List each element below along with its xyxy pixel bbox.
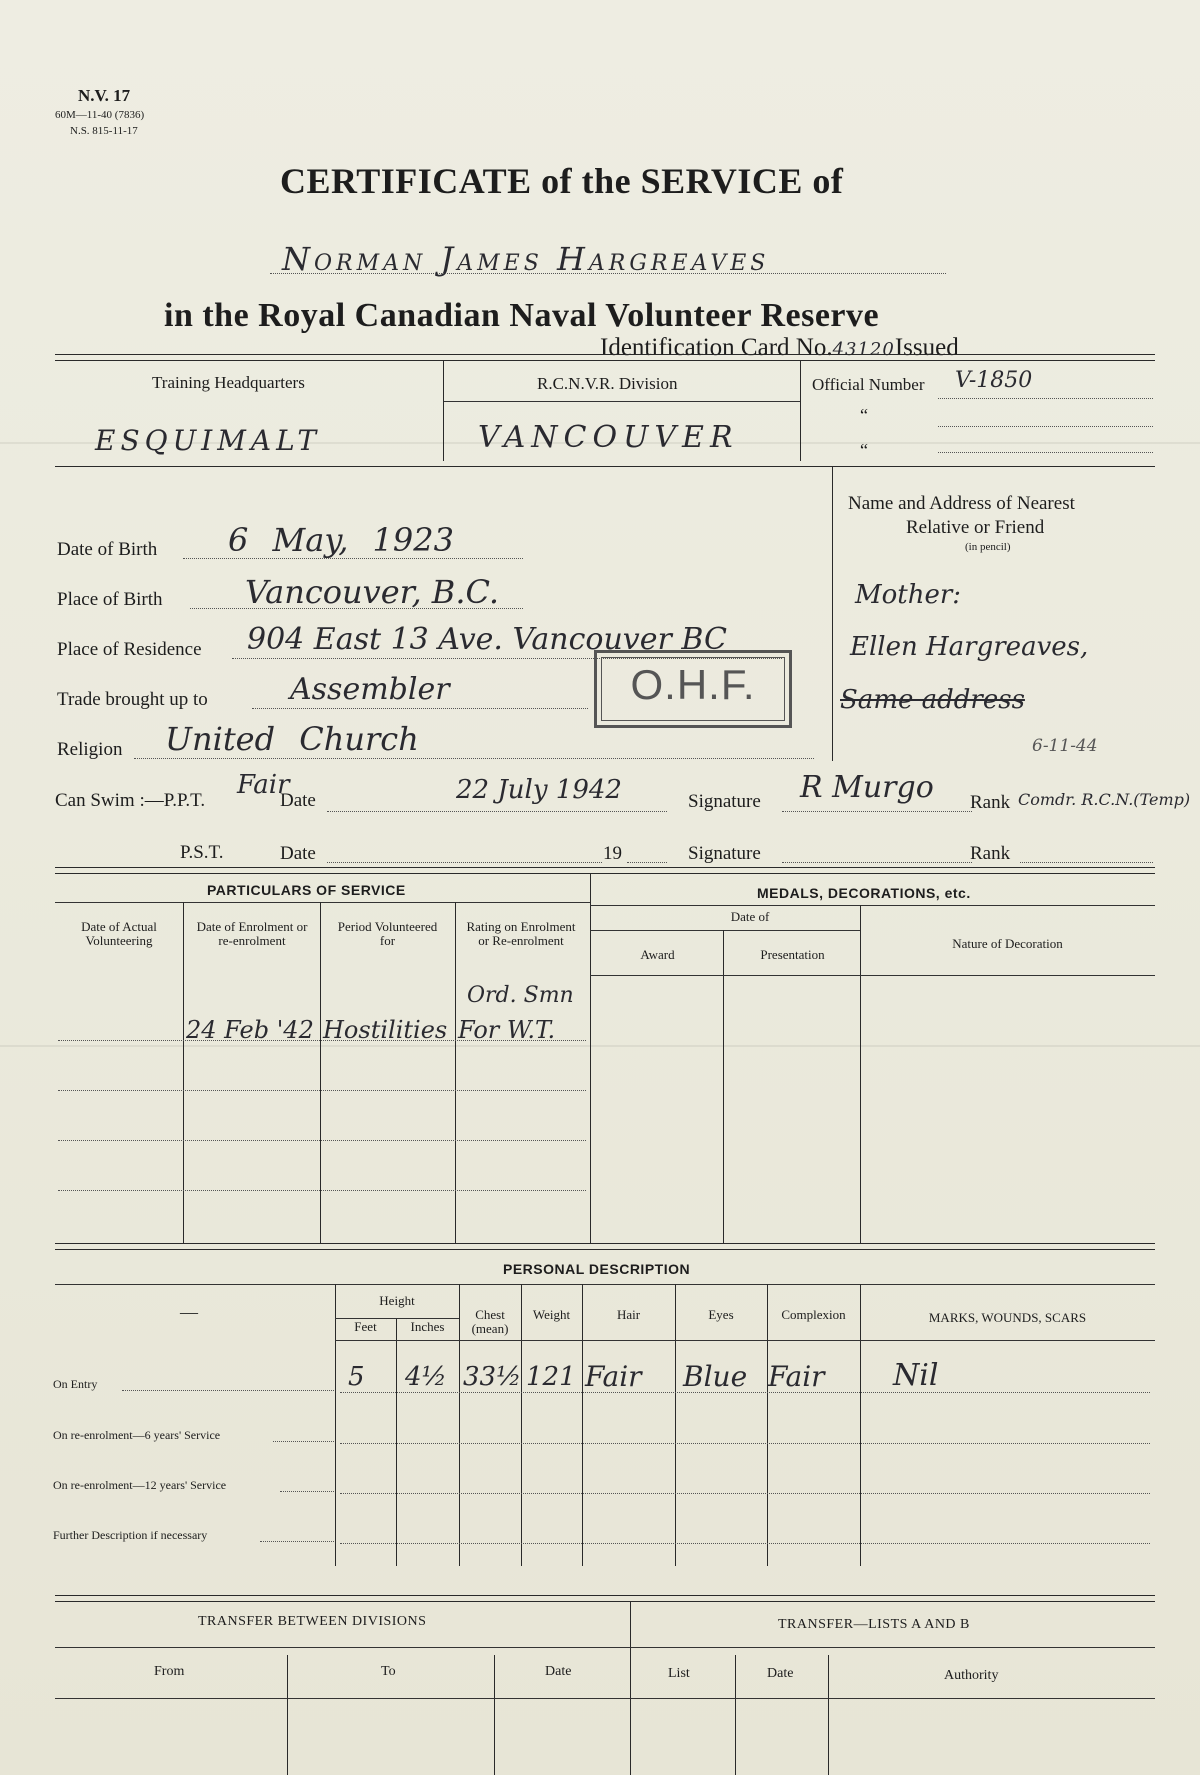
trade-line (252, 708, 588, 709)
entry-inches: 4½ (405, 1362, 447, 1392)
id-card-label: Identification Card No. (600, 334, 833, 361)
entry-weight: 121 (526, 1362, 576, 1392)
residence-label: Place of Residence (57, 639, 202, 660)
column-divider (320, 902, 321, 1243)
official-number-line (938, 398, 1153, 399)
transfer-from-heading: From (154, 1664, 185, 1679)
ppt-rank-label: Rank (970, 792, 1011, 813)
column-divider (396, 1318, 397, 1566)
column-divider (723, 930, 724, 1243)
transfer-date2-heading: Date (767, 1666, 794, 1681)
certificate-title: CERTIFICATE of the SERVICE of (280, 161, 844, 201)
column-divider (582, 1284, 583, 1566)
description-row-line (273, 1441, 334, 1442)
pst-rank-label: Rank (970, 843, 1011, 864)
column-divider (521, 1284, 522, 1566)
print-info: 60M—11-40 (7836) (55, 109, 145, 121)
transfer-to-heading: To (381, 1664, 396, 1679)
transfer-lists-heading: TRANSFER—LISTS A AND B (778, 1617, 970, 1632)
pob-value: Vancouver, B.C. (245, 573, 499, 611)
relative-heading-1: Name and Address of Nearest (848, 493, 1075, 514)
transfer-date-heading: Date (545, 1664, 572, 1679)
rating-line-2: For W.T. (458, 1016, 556, 1044)
medals-award: Award (640, 947, 675, 962)
pst-signature-line (782, 862, 972, 863)
service-row-line (58, 1190, 586, 1191)
id-card-line (600, 334, 959, 362)
entry-eyes: Blue (683, 1360, 748, 1393)
column-divider (494, 1655, 495, 1775)
residence-value: 904 East 13 Ave. Vancouver BC (247, 622, 727, 657)
service-row-line (58, 1140, 586, 1141)
rule (55, 1284, 1155, 1285)
ppt-rank-value: Comdr. R.C.N.(Temp) (1018, 790, 1191, 809)
description-row-line (340, 1493, 1150, 1494)
official-number-line (938, 426, 1153, 427)
column-divider (183, 902, 184, 1243)
service-subtitle: in the Royal Canadian Naval Volunteer Reserve (164, 297, 880, 334)
pst-date-line (327, 862, 602, 863)
rule (590, 975, 1155, 976)
entry-chest: 33½ (463, 1362, 522, 1392)
feet-heading: Feet (354, 1319, 377, 1334)
rule (55, 1595, 1155, 1596)
rating-line-1: Ord. Smn (467, 983, 574, 1008)
inches-heading: Inches (410, 1319, 445, 1334)
description-heading: PERSONAL DESCRIPTION (503, 1261, 691, 1277)
id-card-issued: Issued (894, 334, 959, 361)
description-dash: — (180, 1302, 198, 1322)
official-number-label: Official Number (812, 375, 925, 394)
person-name: Norman James Hargreaves (282, 240, 770, 278)
relative-heading-2: Relative or Friend (906, 517, 1045, 538)
relative-line-3: Same address (840, 685, 1025, 715)
religion-line (134, 758, 814, 759)
description-row-line (122, 1390, 334, 1391)
relative-date: 6-11-44 (1032, 736, 1098, 756)
entry-hair: Fair (585, 1360, 642, 1393)
division-label: R.C.N.V.R. Division (537, 374, 678, 393)
entry-marks: Nil (893, 1358, 939, 1393)
column-divider (800, 360, 801, 461)
enrolment-date-value: 24 Feb '42 (186, 1016, 314, 1044)
weight-heading: Weight (532, 1307, 571, 1322)
col-period: Period Volunteered for (337, 919, 438, 948)
religion-label: Religion (57, 739, 123, 760)
height-heading: Height (379, 1293, 415, 1308)
transfer-divisions-heading: TRANSFER BETWEEN DIVISIONS (198, 1614, 427, 1629)
ppt-signature-line (782, 811, 972, 812)
pst-year-prefix: 19 (603, 843, 622, 864)
rule (55, 1601, 1155, 1602)
ditto-mark: “ (860, 405, 868, 425)
row-reenrol-6: On re-enrolment—6 years' Service (53, 1428, 221, 1442)
official-number-line (938, 452, 1153, 453)
column-divider (828, 1655, 829, 1775)
ppt-signature: R Murgo (800, 770, 934, 805)
row-further: Further Description if necessary (53, 1528, 208, 1542)
marks-heading: MARKS, WOUNDS, SCARS (928, 1310, 1087, 1325)
stamp-text: O.H.F. (630, 661, 756, 708)
rule (55, 1698, 1155, 1699)
training-hq-label: Training Headquarters (152, 373, 305, 392)
col-actual-volunteering: Date of Actual Volunteering (81, 919, 157, 948)
training-hq-value: ESQUIMALT (95, 424, 322, 457)
description-row-line (340, 1443, 1150, 1444)
pst-signature-label: Signature (688, 843, 761, 864)
division-value: VANCOUVER (478, 420, 739, 455)
rule (55, 867, 1155, 868)
column-divider (735, 1655, 736, 1775)
ppt-signature-label: Signature (688, 791, 761, 812)
dob-label: Date of Birth (57, 539, 158, 560)
religion-value: United Church (165, 720, 419, 758)
pob-label: Place of Birth (57, 589, 163, 610)
rule (55, 354, 1155, 355)
medals-nature: Nature of Decoration (952, 936, 1063, 951)
column-divider (675, 1284, 676, 1566)
medals-date-of: Date of (730, 909, 770, 924)
rule (55, 1243, 1155, 1244)
rule (590, 905, 1155, 906)
ppt-date: 22 July 1942 (456, 775, 622, 805)
column-divider (832, 466, 833, 761)
entry-complexion: Fair (768, 1360, 825, 1393)
column-divider (630, 1601, 631, 1775)
complexion-heading: Complexion (781, 1307, 846, 1322)
rule (55, 873, 1155, 874)
transfer-list-heading: List (668, 1666, 690, 1681)
column-divider (455, 902, 456, 1243)
service-row-line (58, 1040, 586, 1041)
service-row-line (58, 1090, 586, 1091)
medals-heading: MEDALS, DECORATIONS, etc. (757, 885, 971, 901)
trade-value: Assembler (290, 672, 450, 707)
medals-presentation: Presentation (760, 947, 825, 962)
dob-value: 6 May, 1923 (228, 521, 454, 559)
column-divider (860, 905, 861, 1243)
official-number-value: V-1850 (955, 368, 1033, 393)
entry-feet: 5 (348, 1362, 365, 1392)
eyes-heading: Eyes (708, 1307, 734, 1322)
relative-line-2: Ellen Hargreaves, (850, 632, 1089, 662)
relative-note: (in pencil) (965, 541, 1011, 553)
row-reenrol-12: On re-enrolment—12 years' Service (53, 1478, 227, 1492)
ppt-value: Fair (237, 770, 290, 800)
ppt-date-label: Date (280, 790, 316, 811)
form-code: N.V. 17 (78, 86, 131, 105)
rule (55, 1249, 1155, 1250)
description-row-line (340, 1543, 1150, 1544)
can-swim-label: Can Swim :—P.P.T. (55, 790, 206, 811)
row-on-entry: On Entry (53, 1377, 98, 1391)
trade-label: Trade brought up to (57, 689, 208, 710)
rule (55, 1647, 1155, 1648)
column-divider (287, 1655, 288, 1775)
id-card-number: 43120 (832, 339, 895, 360)
pst-label: P.S.T. (180, 842, 224, 863)
pst-year-line (627, 862, 667, 863)
column-divider (590, 873, 591, 1243)
transfer-authority-heading: Authority (944, 1668, 999, 1683)
col-enrolment-date: Date of Enrolment or re-enrolment (196, 919, 308, 948)
rule (335, 1340, 1155, 1341)
col-rating: Rating on Enrolment or Re-enrolment (466, 919, 576, 948)
description-row-line (260, 1541, 334, 1542)
column-divider (443, 360, 444, 461)
ppt-date-line (327, 811, 667, 812)
ditto-mark: “ (860, 440, 868, 460)
pst-date-label: Date (280, 843, 316, 864)
rule (55, 360, 1155, 361)
rule (443, 401, 800, 402)
column-divider (767, 1284, 768, 1566)
fold-crease (0, 1045, 1200, 1047)
description-row-line (280, 1491, 334, 1492)
relative-line-1: Mother: (855, 580, 962, 610)
name-dotted-line (270, 273, 946, 274)
column-divider (860, 1284, 861, 1566)
ohf-stamp (594, 650, 792, 728)
service-heading: PARTICULARS OF SERVICE (207, 882, 406, 898)
pst-rank-line (1020, 862, 1153, 863)
rule (55, 902, 590, 903)
hair-heading: Hair (616, 1307, 641, 1322)
chest-heading: Chest (mean) (471, 1307, 509, 1336)
rule (55, 466, 1155, 467)
period-value: Hostilities (323, 1016, 448, 1044)
rule (590, 930, 860, 931)
ns-reference: N.S. 815-11-17 (70, 125, 138, 137)
